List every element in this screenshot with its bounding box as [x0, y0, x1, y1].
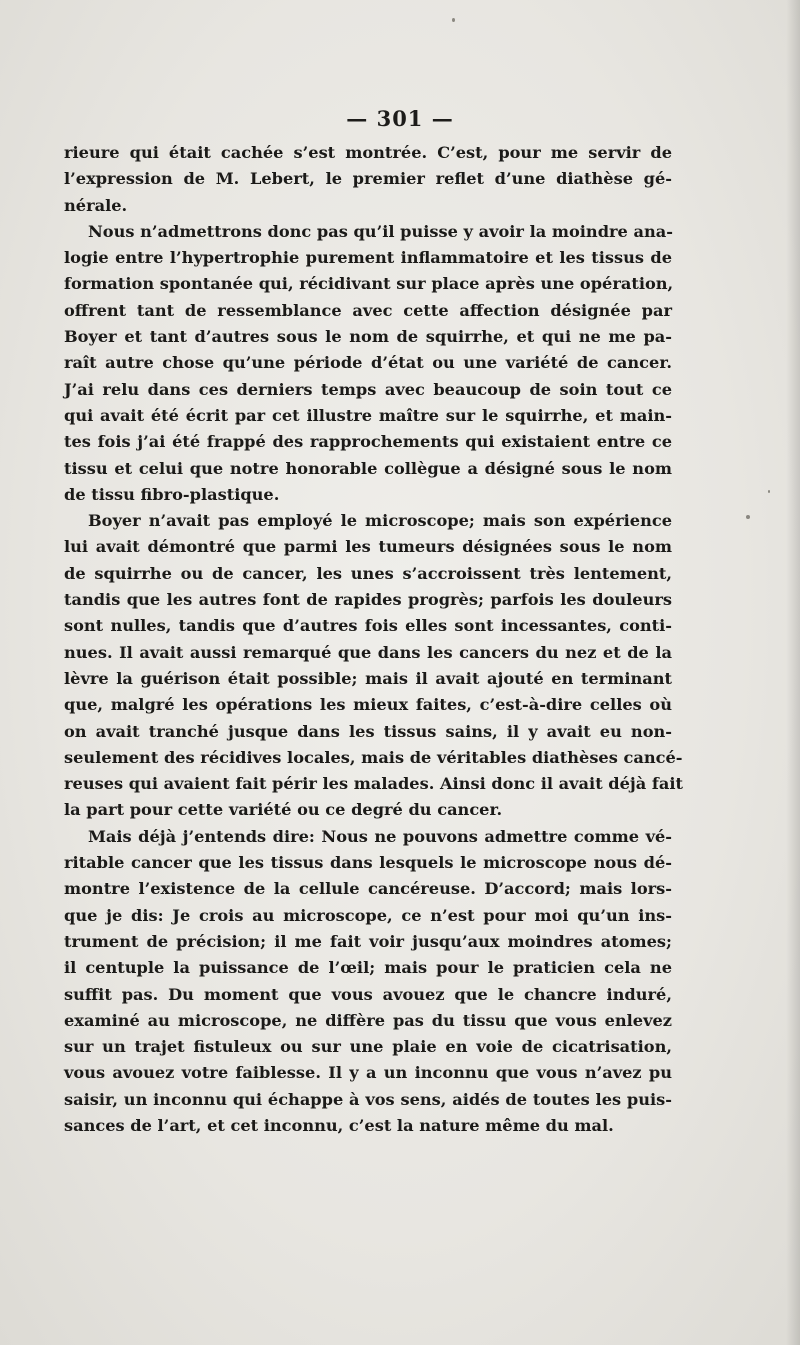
- text-line: rieure qui était cachée s’est montrée. C’est, pour me servir de: [64, 143, 672, 162]
- text-line: vous avouez votre faiblesse. Il y a un inconnu que vous n’avez pu: [64, 1063, 672, 1083]
- text-line: lèvre la guérison était possible; mais il avait ajouté en terminant: [64, 668, 672, 688]
- text-line: que je dis: Je crois au microscope, ce n’est pour moi qu’un ins-: [64, 905, 672, 925]
- text-line: raît autre chose qu’une période d’état ou une variété de cancer.: [64, 353, 672, 373]
- text-line: tissu et celui que notre honorable collègue a désigné sous le nom: [64, 458, 672, 478]
- paragraph-4: [64, 824, 672, 1140]
- text-line: on avait tranché jusque dans les tissus sains, il y avait eu non-: [64, 721, 672, 741]
- text-line: saisir, un inconnu qui échappe à vos sens, aidés de toutes les puis-: [64, 1089, 672, 1109]
- text-line: seulement des récidives locales, mais de véritables diathèses cancé-: [64, 747, 683, 767]
- text-line: qui avait été écrit par cet illustre maître sur le squirrhe, et main-: [64, 405, 672, 425]
- text-line: que, malgré les opérations les mieux faites, c’est-à-dire celles où: [64, 695, 672, 715]
- page-number: — 301 —: [346, 106, 454, 131]
- text-line: suffit pas. Du moment que vous avouez que le chancre induré,: [64, 984, 672, 1004]
- text-line: Boyer n’avait pas employé le microscope; mais son expérience: [88, 511, 672, 531]
- text-line: reuses qui avaient fait périr les malades. Ainsi donc il avait déjà fait: [64, 774, 683, 794]
- text-line: il centuple la puissance de l’œil; mais pour le praticien cela ne: [64, 958, 672, 978]
- text-line: sances de l’art, et cet inconnu, c’est la nature même du mal.: [64, 1115, 614, 1135]
- text-line: Mais déjà j’entends dire: Nous ne pouvons admettre comme vé-: [88, 826, 672, 846]
- text-line: ritable cancer que les tissus dans lesquels le microscope nous dé-: [64, 853, 672, 873]
- text-line: examiné au microscope, ne diffère pas du tissu que vous enlevez: [64, 1010, 672, 1030]
- paper-speck: [452, 18, 455, 22]
- text-line: J’ai relu dans ces derniers temps avec beaucoup de soin tout ce: [64, 379, 672, 399]
- paragraph-1: [64, 140, 672, 219]
- text-line: Boyer et tant d’autres sous le nom de squirrhe, et qui ne me pa-: [64, 327, 672, 347]
- text-line: la part pour cette variété ou ce degré du cancer.: [64, 800, 503, 820]
- text-line: nues. Il avait aussi remarqué que dans les cancers du nez et de la: [64, 642, 672, 662]
- text-line: offrent tant de ressemblance avec cette affection désignée par: [64, 300, 672, 320]
- text-line: de squirrhe ou de cancer, les unes s’accroissent très lentement,: [64, 563, 672, 583]
- paragraph-2: [64, 219, 672, 508]
- text-line: nérale.: [64, 195, 128, 215]
- text-line: formation spontanée qui, récidivant sur place après une opération,: [64, 274, 674, 294]
- text-line: tes fois j’ai été frappé des rapprochements qui existaient entre ce: [64, 432, 672, 452]
- text-line: de tissu fibro-plastique.: [64, 484, 280, 504]
- text-line: sur un trajet fistuleux ou sur une plaie en voie de cicatrisation,: [64, 1037, 672, 1057]
- text-line: sont nulles, tandis que d’autres fois elles sont incessantes, conti-: [64, 616, 672, 636]
- text-line: l’expression de M. Lebert, le premier reflet d’une diathèse gé-: [64, 169, 672, 189]
- page-edge-shadow: [786, 0, 800, 1345]
- text-line: trument de précision; il me fait voir jusqu’aux moindres atomes;: [64, 931, 672, 951]
- text-line: logie entre l’hypertrophie purement inflammatoire et les tissus de: [64, 248, 672, 268]
- paper-speck: [746, 515, 750, 519]
- paragraph-3: [64, 508, 683, 824]
- text-line: lui avait démontré que parmi les tumeurs désignées sous le nom: [64, 537, 672, 557]
- text-line: Nous n’admettrons donc pas qu’il puisse y avoir la moindre ana-: [88, 221, 673, 241]
- paper-speck: [768, 490, 770, 493]
- body-text: [64, 140, 683, 1139]
- text-line: tandis que les autres font de rapides progrès; parfois les douleurs: [64, 590, 672, 610]
- text-line: montre l’existence de la cellule cancéreuse. D’accord; mais lors-: [64, 879, 672, 899]
